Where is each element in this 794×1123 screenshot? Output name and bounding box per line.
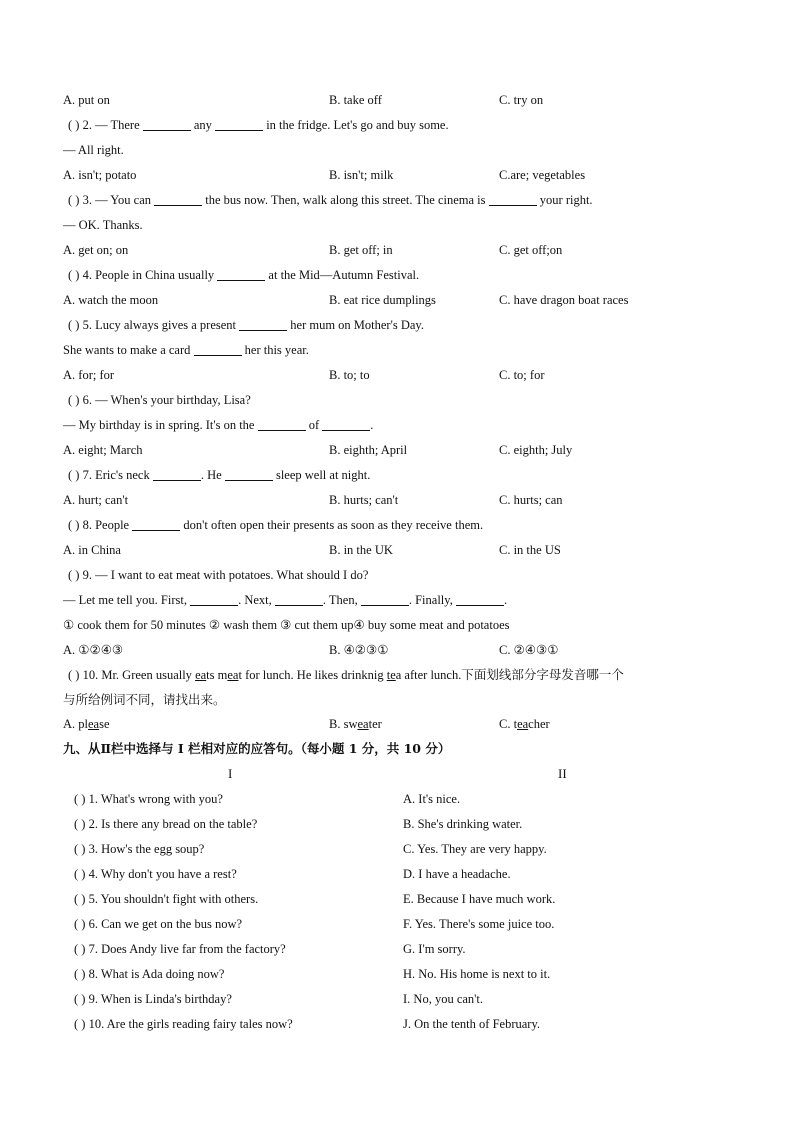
matching-answer: B. She's drinking water.: [403, 817, 523, 831]
fill-blank[interactable]: [132, 518, 180, 531]
fill-blank[interactable]: [275, 593, 323, 606]
matching-answer: C. Yes. They are very happy.: [403, 842, 547, 856]
q10-text-4: a after lunch.下面划线部分字母发音哪一个: [395, 668, 624, 682]
question-7: [68, 467, 370, 483]
question-5: [68, 317, 424, 333]
fill-blank[interactable]: [322, 418, 370, 431]
q2-reply: — All right.: [63, 143, 124, 157]
q7-mid: . He: [200, 468, 222, 482]
q9-line2-then: . Then,: [322, 593, 358, 607]
matching-answer: I. No, you can't.: [403, 992, 484, 1006]
q10-option-c-underlined: ea: [517, 717, 529, 731]
q3-prefix: 3. — You can: [82, 193, 151, 207]
matching-answer: F. Yes. There's some juice too.: [403, 917, 555, 931]
q5-line2-suffix: her this year.: [244, 343, 309, 357]
question-4: [68, 267, 419, 283]
q4-option-a: A. watch the moon: [63, 293, 159, 307]
q4-suffix: at the Mid—Autumn Festival.: [268, 268, 420, 282]
q1-option-a: A. put on: [63, 93, 110, 107]
matching-question: [74, 816, 257, 832]
answer-paren[interactable]: ( ): [74, 1017, 86, 1031]
q8-option-c: C. in the US: [499, 543, 561, 557]
matching-question-text: 10. Are the girls reading fairy tales now?: [88, 1017, 293, 1031]
q9-option-a: A. ①②④③: [63, 643, 124, 657]
q10-text-3: t for lunch. He likes drinknig: [238, 668, 387, 682]
matching-question: [74, 866, 237, 882]
q6-line2-prefix: — My birthday is in spring. It's on the: [63, 418, 255, 432]
q10-line-2: 与所给例词不同，请找出来。: [63, 693, 226, 707]
matching-answer: J. On the tenth of February.: [403, 1017, 541, 1031]
q3-option-a: A. get on; on: [63, 243, 129, 257]
q10-underlined-3: te: [386, 668, 396, 682]
q7-prefix: 7. Eric's neck: [82, 468, 150, 482]
fill-blank[interactable]: [456, 593, 504, 606]
question-10: [68, 667, 624, 683]
q10-option-b: B. sweater: [329, 717, 382, 731]
q3-option-c: C. get off;on: [499, 243, 563, 257]
q5-prefix: 5. Lucy always gives a present: [82, 318, 237, 332]
matching-question: [74, 941, 286, 957]
fill-blank[interactable]: [225, 468, 273, 481]
column-header-1: I: [228, 766, 233, 781]
matching-question: [74, 791, 223, 807]
q4-prefix: 4. People in China usually: [82, 268, 215, 282]
q10-option-b-underlined: ea: [357, 717, 369, 731]
answer-paren[interactable]: ( ): [68, 318, 80, 332]
q10-option-c: C. teacher: [499, 717, 550, 731]
q9-line2-finally: . Finally,: [408, 593, 453, 607]
matching-question-text: 4. Why don't you have a rest?: [88, 867, 237, 881]
fill-blank[interactable]: [215, 118, 263, 131]
fill-blank[interactable]: [361, 593, 409, 606]
column-header-2: II: [558, 766, 567, 781]
answer-paren[interactable]: ( ): [68, 668, 80, 682]
q1-option-b: B. take off: [329, 93, 382, 107]
q9-prefix: 9. — I want to eat meat with potatoes. What should I do?: [82, 568, 369, 582]
question-2: [68, 117, 449, 133]
q3-reply: — OK. Thanks.: [63, 218, 143, 232]
answer-paren[interactable]: ( ): [68, 193, 80, 207]
matching-answer: H. No. His home is next to it.: [403, 967, 551, 981]
fill-blank[interactable]: [217, 268, 265, 281]
q9-line2-end: .: [503, 593, 508, 607]
q9-line-2: [63, 592, 507, 608]
matching-question-text: 5. You shouldn't fight with others.: [88, 892, 259, 906]
question-3: [68, 192, 593, 208]
q7-option-c: C. hurts; can: [499, 493, 563, 507]
answer-paren[interactable]: ( ): [74, 942, 86, 956]
q10-option-a: A. please: [63, 717, 110, 731]
q5-option-a: A. for; for: [63, 368, 115, 382]
q2-prefix: 2. — There: [82, 118, 140, 132]
answer-paren[interactable]: ( ): [74, 792, 86, 806]
q6-option-b: B. eighth; April: [329, 443, 408, 457]
answer-paren[interactable]: ( ): [74, 867, 86, 881]
section-heading: 九、从Ⅱ栏中选择与 I 栏相对应的应答句。（每小题 1 分，共 10 分）: [63, 741, 451, 756]
answer-paren[interactable]: ( ): [68, 118, 80, 132]
q10-option-a-underlined: ea: [88, 717, 100, 731]
fill-blank[interactable]: [239, 318, 287, 331]
matching-question-text: 9. When is Linda's birthday?: [88, 992, 232, 1006]
q9-option-b: B. ④②③①: [329, 643, 389, 657]
q7-option-a: A. hurt; can't: [63, 493, 129, 507]
q6-option-c: C. eighth; July: [499, 443, 573, 457]
q5-line2-prefix: She wants to make a card: [63, 343, 191, 357]
q10-text-1: 10. Mr. Green usually: [82, 668, 196, 682]
fill-blank[interactable]: [194, 343, 242, 356]
q8-prefix: 8. People: [82, 518, 130, 532]
question-9: [68, 567, 368, 583]
q2-suffix: in the fridge. Let's go and buy some.: [266, 118, 449, 132]
matching-answer: E. Because I have much work.: [403, 892, 556, 906]
q4-option-c: C. have dragon boat races: [499, 293, 629, 307]
q6-line-2: [63, 417, 373, 433]
q3-suffix: your right.: [539, 193, 593, 207]
q5-suffix: her mum on Mother's Day.: [290, 318, 424, 332]
matching-question-text: 3. How's the egg soup?: [88, 842, 205, 856]
q10-underlined-1: ea: [195, 668, 207, 682]
fill-blank[interactable]: [143, 118, 191, 131]
answer-paren[interactable]: ( ): [74, 842, 86, 856]
q7-suffix: sleep well at night.: [275, 468, 371, 482]
q7-option-b: B. hurts; can't: [329, 493, 399, 507]
q6-prefix: 6. — When's your birthday, Lisa?: [82, 393, 251, 407]
answer-paren[interactable]: ( ): [68, 393, 80, 407]
q1-option-c: C. try on: [499, 93, 544, 107]
q5-option-b: B. to; to: [329, 368, 370, 382]
q8-option-b: B. in the UK: [329, 543, 393, 557]
q5-option-c: C. to; for: [499, 368, 545, 382]
question-8: [68, 517, 483, 533]
matching-question-text: 6. Can we get on the bus now?: [88, 917, 243, 931]
q2-option-c: C.are; vegetables: [499, 168, 586, 182]
q10-text-2: ts m: [206, 668, 228, 682]
q9-option-c: C. ②④③①: [499, 643, 559, 657]
q8-option-a: A. in China: [63, 543, 121, 557]
matching-question: [74, 841, 204, 857]
q2-option-b: B. isn't; milk: [329, 168, 394, 182]
q4-option-b: B. eat rice dumplings: [329, 293, 436, 307]
answer-paren[interactable]: ( ): [74, 967, 86, 981]
matching-answer: D. I have a headache.: [403, 867, 511, 881]
q6-line2-suffix: .: [370, 418, 374, 432]
fill-blank[interactable]: [153, 468, 201, 481]
answer-paren[interactable]: ( ): [68, 568, 80, 582]
fill-blank[interactable]: [489, 193, 537, 206]
q9-steps: ① cook them for 50 minutes ② wash them ③ cut them up④ buy some meat and potatoes: [63, 618, 510, 632]
answer-paren[interactable]: ( ): [74, 817, 86, 831]
matching-question: [74, 991, 232, 1007]
q6-option-a: A. eight; March: [63, 443, 143, 457]
matching-question: [74, 966, 224, 982]
q5-line-2: [63, 342, 309, 358]
matching-question-text: 2. Is there any bread on the table?: [88, 817, 258, 831]
matching-answer: A. It's nice.: [403, 792, 461, 806]
fill-blank[interactable]: [190, 593, 238, 606]
matching-question: [74, 891, 258, 907]
answer-paren[interactable]: ( ): [74, 917, 86, 931]
matching-question-text: 7. Does Andy live far from the factory?: [88, 942, 286, 956]
q3-mid: the bus now. Then, walk along this street. The cinema is: [205, 193, 486, 207]
fill-blank[interactable]: [154, 193, 202, 206]
q8-suffix: don't often open their presents as soon as they receive them.: [183, 518, 484, 532]
answer-paren[interactable]: ( ): [74, 992, 86, 1006]
q2-option-a: A. isn't; potato: [63, 168, 137, 182]
matching-question: [74, 1016, 293, 1032]
answer-paren[interactable]: ( ): [68, 468, 80, 482]
matching-answer: G. I'm sorry.: [403, 942, 466, 956]
matching-question-text: 8. What is Ada doing now?: [88, 967, 225, 981]
answer-paren[interactable]: ( ): [68, 518, 80, 532]
answer-paren[interactable]: ( ): [74, 892, 86, 906]
answer-paren[interactable]: ( ): [68, 268, 80, 282]
fill-blank[interactable]: [258, 418, 306, 431]
q6-line2-mid: of: [308, 418, 320, 432]
q9-line2-prefix: — Let me tell you. First,: [63, 593, 187, 607]
q2-mid: any: [193, 118, 212, 132]
q10-underlined-2: ea: [227, 668, 239, 682]
matching-question: [74, 916, 242, 932]
question-6: [68, 392, 251, 408]
q9-line2-next: . Next,: [238, 593, 272, 607]
q3-option-b: B. get off; in: [329, 243, 393, 257]
matching-question-text: 1. What's wrong with you?: [88, 792, 223, 806]
